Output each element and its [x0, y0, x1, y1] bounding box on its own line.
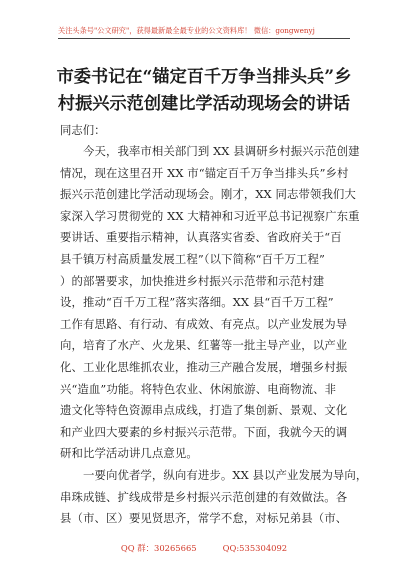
- page-footer: [0, 542, 408, 554]
- body-text: [60, 141, 368, 530]
- document-title: [46, 64, 362, 118]
- salutation: 同志们：: [60, 123, 106, 137]
- body-line: 研和比学活动讲几点意见。: [60, 446, 198, 461]
- body-line: 设，推动“百千万工程”落实落细。XX 县“百千万工程”: [60, 295, 334, 310]
- body-line: 工作有思路、有行动、有成效、有亮点。以产业发展为导: [60, 316, 348, 331]
- header-divider: [58, 38, 350, 39]
- title-line-2: 村振兴示范创建比学活动现场会的讲话: [57, 94, 351, 114]
- body-line: 向，培育了水产、火龙果、红薯等一批主导产业，以产业: [60, 338, 348, 353]
- body-line: 遗文化等特色资源串点成线，打造了集创新、景观、文化: [60, 403, 348, 418]
- body-line: 县（市、区）要见贤思齐，常学不怠，对标兄弟县（市、: [60, 511, 348, 526]
- header-banner: 关注头条号"公文研究"，获得最新最全最专业的公文资料库！ 微信：gongwenyj: [58, 26, 315, 35]
- footer-qq: QQ:535304092: [222, 543, 288, 553]
- body-line: 串珠成链、扩线成带是乡村振兴示范创建的有效做法。各: [60, 489, 348, 504]
- body-line: 今天，我率市相关部门到 XX 县调研乡村振兴示范创建: [60, 144, 360, 158]
- body-line: 情况，现在这里召开 XX 市“锚定百千万争当排头兵”乡村: [60, 165, 349, 180]
- title-line-1: 市委书记在“锚定百千万争当排头兵”乡: [56, 67, 352, 87]
- body-line: 和产业四大要素的乡村振兴示范带。下面，我就今天的调: [60, 424, 348, 439]
- body-line: ）的部署要求，加快推进乡村振兴示范带和示范村建: [60, 273, 325, 288]
- body-line: 一要向优者学，纵向有进步。XX 县以产业发展为导向，: [60, 467, 368, 482]
- body-line: 化、工业化思维抓农业，推动三产融合发展，增强乡村振: [60, 359, 348, 374]
- body-line: 振兴示范创建比学活动现场会。刚才，XX 同志带领我们大: [60, 187, 356, 202]
- body-line: 兴“造血”功能。将特色农业、休闲旅游、电商物流、非: [60, 381, 337, 396]
- body-line: 要讲话、重要指示精神，认真落实省委、省政府关于“百: [60, 230, 342, 245]
- body-line: 县千镇万村高质量发展工程”（以下简称“百千万工程”: [60, 251, 325, 266]
- footer-qq-group: QQ 群：30265665: [120, 543, 197, 553]
- body-line: 家深入学习贯彻党的 XX 大精神和习近平总书记视察广东重: [60, 208, 360, 223]
